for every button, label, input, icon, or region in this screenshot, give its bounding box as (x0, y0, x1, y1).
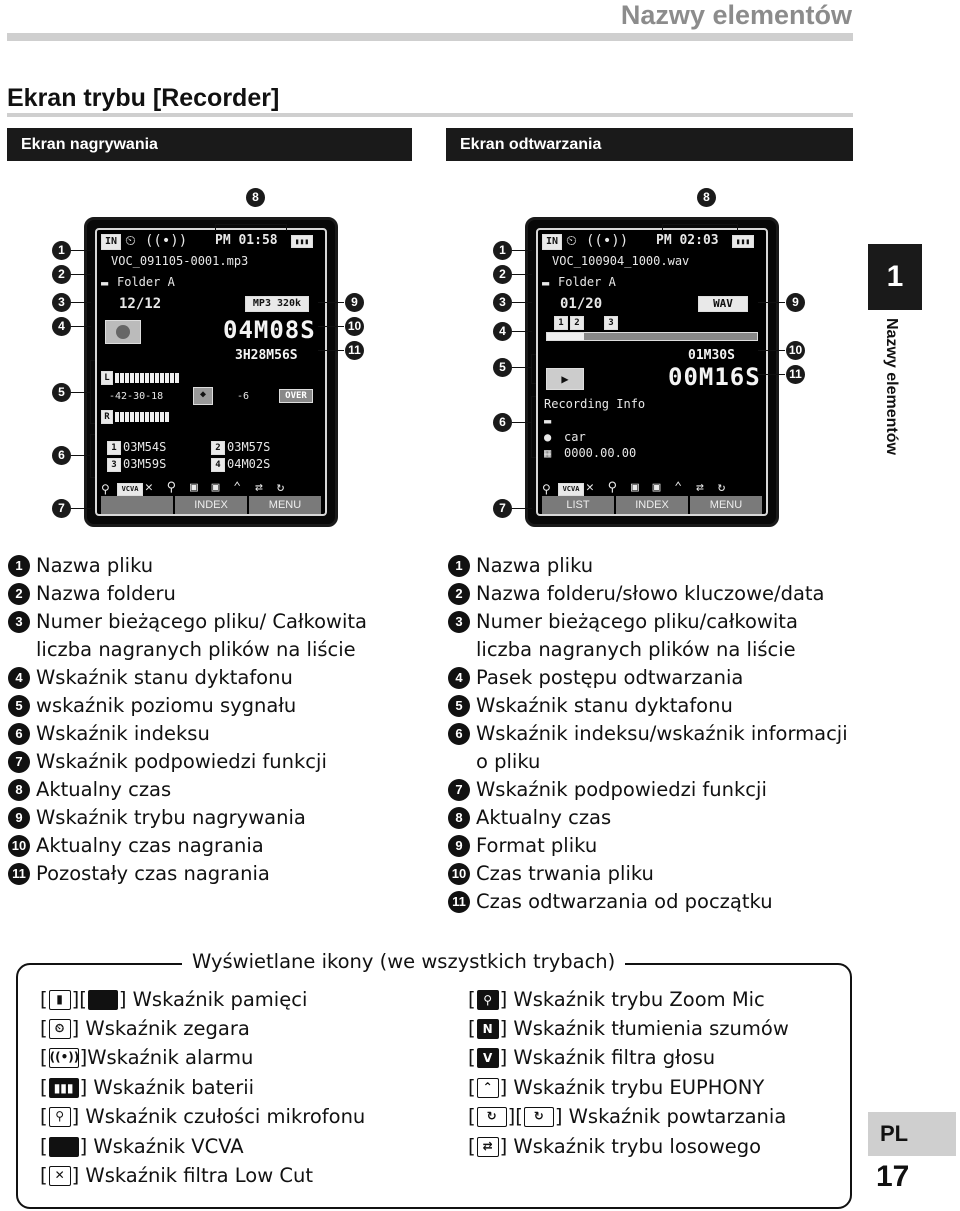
function-guide-icons: ✕ ⚲ ▣ ▣ ⌃ ⇄ ↻ (586, 480, 729, 495)
legend-lowcut: [ ✕ ] Wskaźnik filtra Low Cut (40, 1164, 313, 1187)
playback-softkeys (538, 496, 766, 514)
play-callout-11: 11 (786, 365, 805, 384)
keyword: car (564, 430, 586, 444)
rec-callout-8: 8 (246, 188, 265, 207)
rec-legend-item-4 (8, 664, 428, 692)
rec-lead-4 (71, 326, 91, 327)
function-icons-row: ⚲ (542, 482, 551, 496)
play-lead-9 (758, 302, 785, 303)
file-name: VOC_091105-0001.mp3 (111, 254, 249, 268)
legend-mic-text: Wskaźnik czułości mikrofonu (85, 1105, 366, 1128)
rec-legend-item-number: 1 (8, 555, 30, 577)
voice-filter-icon: V (477, 1048, 499, 1068)
rec-callout-6: 6 (52, 446, 71, 465)
rec-legend-item-text: Wskaźnik trybu nagrywania (36, 806, 306, 829)
index-3-time: 03M59S (123, 457, 167, 471)
rec-legend-item-text: Wskaźnik indeksu (36, 722, 210, 745)
memory-internal-icon: ▮ (49, 990, 71, 1010)
recording-screen-bar: Ekran nagrywania (7, 128, 412, 161)
clock-icon: ⏲ (125, 233, 136, 249)
chapter-tab: 1 (868, 244, 922, 310)
index-mark-3: 3 (604, 316, 618, 330)
memory-card-icon (88, 990, 118, 1010)
play-callout-10: 10 (786, 341, 805, 360)
legend-euphony: [ ⌃ ] Wskaźnik trybu EUPHONY (468, 1076, 765, 1099)
play-callout-7: 7 (493, 499, 512, 518)
rec-legend-item-number: 8 (8, 779, 30, 801)
rec-lead-2 (71, 274, 91, 275)
legend-battery-text: Wskaźnik baterii (93, 1076, 255, 1099)
index-3-number: 3 (107, 458, 121, 472)
softkey-index[interactable]: INDEX (175, 496, 247, 514)
function-icons-row: ⚲ (101, 482, 110, 496)
play-lead-6 (512, 422, 532, 423)
vcva-icon (49, 1137, 79, 1157)
play-bracket-6 (531, 396, 536, 458)
rec-legend-item-2 (8, 580, 428, 608)
alarm-icon: ((•)) (49, 1048, 79, 1068)
play-legend-item-number: 1 (448, 555, 470, 577)
euphony-icon: ⌃ (477, 1078, 499, 1098)
legend-noise-text: Wskaźnik tłumienia szumów (513, 1017, 789, 1040)
play-legend-item-number: 6 (448, 723, 470, 745)
file-count: 12/12 (119, 296, 162, 312)
elapsed-time: 04M08S (223, 316, 316, 344)
play-legend-item-text: Format pliku (476, 834, 598, 857)
rec-callout-1: 1 (52, 241, 71, 260)
rec-legend-item-text: Aktualny czas (36, 778, 172, 801)
legend-voice-filter: [ V ] Wskaźnik filtra głosu (468, 1046, 716, 1069)
playback-lcd-display (536, 228, 768, 516)
battery-icon: ▮▮▮ (732, 235, 754, 248)
rec-legend-item-number: 9 (8, 807, 30, 829)
play-legend-item-text: Wskaźnik indeksu/wskaźnik informacji o pliku (476, 722, 848, 773)
playback-progress-bar (546, 332, 758, 341)
meter-left-label: L (101, 371, 113, 385)
rec-legend-item-number: 3 (8, 611, 30, 633)
playback-position: 00M16S (668, 363, 761, 391)
index-mark-2: 2 (570, 316, 584, 330)
zoom-indicator: ◆ (193, 387, 213, 405)
keyword-icon: ● (544, 430, 552, 444)
rec-lead-9 (318, 302, 344, 303)
rec-legend-item-5 (8, 692, 428, 720)
noise-cancel-icon: N (477, 1019, 499, 1039)
play-legend-item-number: 9 (448, 835, 470, 857)
page-number: 17 (876, 1160, 910, 1193)
rec-legend-item-11 (8, 860, 428, 888)
legend-euphony-text: Wskaźnik trybu EUPHONY (513, 1076, 765, 1099)
play-callout-6: 6 (493, 413, 512, 432)
current-time: PM 02:03 (656, 233, 719, 248)
index-2-time: 03M57S (227, 440, 271, 454)
rec-bracket-5 (90, 360, 95, 424)
chapter-side-label: Nazwy elementów (883, 318, 900, 455)
legend-voice-text: Wskaźnik filtra głosu (513, 1046, 716, 1069)
legend-mic: [ ⚲ ] Wskaźnik czułości mikrofonu (40, 1105, 366, 1128)
play-callout-9: 9 (786, 293, 805, 312)
softkey-index[interactable]: INDEX (616, 496, 688, 514)
file-count: 01/20 (560, 296, 603, 312)
play-legend-item-text: Aktualny czas (476, 806, 612, 829)
clock-icon: ⏲ (49, 1019, 71, 1039)
play-legend-item-text: Nazwa folderu/słowo kluczowe/data (476, 582, 825, 605)
legend-noise: [ N ] Wskaźnik tłumienia szumów (468, 1017, 789, 1040)
level-meter-right (115, 412, 169, 422)
play-lead-4 (512, 331, 532, 332)
recording-lcd-display (95, 228, 327, 516)
play-lead-2 (512, 274, 532, 275)
record-status-icon (105, 320, 141, 344)
play-lead-7 (512, 508, 532, 509)
alarm-icon: ((•)) (145, 233, 188, 249)
rec-callout-9: 9 (345, 293, 364, 312)
rec-legend-item-number: 2 (8, 583, 30, 605)
rec-legend-item-text: Aktualny czas nagrania (36, 834, 264, 857)
rec-bracket-6 (90, 434, 95, 478)
repeat-one-icon: ↻ (524, 1107, 554, 1127)
rec-legend-item-number: 6 (8, 723, 30, 745)
rec-bracket-8 (215, 224, 287, 231)
index-mark-1: 1 (554, 316, 568, 330)
play-legend-item-text: Nazwa pliku (476, 554, 594, 577)
rec-legend-item-number: 5 (8, 695, 30, 717)
over-indicator: OVER (279, 389, 313, 403)
play-bracket-8 (662, 224, 738, 231)
playback-progress-fill (547, 333, 584, 340)
rec-legend-item-text: Nazwa pliku (36, 554, 154, 577)
softkey-menu[interactable]: MENU (690, 496, 762, 514)
rec-legend-item-1 (8, 552, 428, 580)
rec-lead-1 (71, 250, 91, 251)
play-legend-item-5 (448, 692, 858, 720)
page-header-title: Nazwy elementów (620, 0, 852, 30)
play-legend-item-number: 10 (448, 863, 470, 885)
play-legend-item-text: Pasek postępu odtwarzania (476, 666, 744, 689)
rec-callout-7: 7 (52, 499, 71, 518)
rec-lead-6 (71, 455, 91, 456)
file-length: 01M30S (688, 348, 735, 363)
rec-lead-5 (71, 392, 91, 393)
info-folder-icon: ▬ (544, 414, 552, 428)
rec-legend-item-7 (8, 748, 428, 776)
playback-screen-bar: Ekran odtwarzania (446, 128, 853, 161)
rec-legend-item-text: Pozostały czas nagrania (36, 862, 270, 885)
folder-name: Folder A (558, 275, 616, 289)
play-bracket-5 (531, 354, 536, 384)
play-legend-item-number: 8 (448, 807, 470, 829)
play-legend-item-8 (448, 804, 858, 832)
clock-icon: ⏲ (566, 233, 577, 249)
folder-name: Folder A (117, 275, 175, 289)
play-lead-3 (512, 302, 532, 303)
rec-callout-3: 3 (52, 293, 71, 312)
rec-legend-item-9 (8, 804, 428, 832)
section-rule (7, 113, 853, 117)
index-4-time: 04M02S (227, 457, 271, 471)
record-mode: MP3 320k (245, 296, 309, 312)
function-guide-icons: ✕ ⚲ ▣ ▣ ⌃ ⇄ ↻ (145, 480, 288, 495)
play-lead-11 (758, 374, 785, 375)
softkey-left[interactable] (101, 496, 173, 514)
play-legend-item-text: Wskaźnik podpowiedzi funkcji (476, 778, 767, 801)
rec-callout-10: 10 (345, 317, 364, 336)
vcva-icon: VCVA (117, 483, 143, 496)
legend-shuffle-text: Wskaźnik trybu losowego (513, 1135, 762, 1158)
level-meter-left (115, 373, 179, 383)
legend-zoom-text: Wskaźnik trybu Zoom Mic (513, 988, 765, 1011)
play-lead-5 (512, 367, 532, 368)
play-callout-5: 5 (493, 358, 512, 377)
in-memory-icon: IN (542, 234, 562, 250)
recording-lcd (84, 217, 338, 527)
rec-callout-11: 11 (345, 341, 364, 360)
play-legend-item-number: 4 (448, 667, 470, 689)
softkey-list[interactable]: LIST (542, 496, 614, 514)
rec-callout-5: 5 (52, 383, 71, 402)
play-lead-10 (758, 350, 785, 351)
legend-zoom-mic: [ ⚲ ] Wskaźnik trybu Zoom Mic (468, 988, 765, 1011)
current-time: PM 01:58 (215, 233, 278, 248)
legend-alarm-text: Wskaźnik alarmu (87, 1046, 254, 1069)
low-cut-icon: ✕ (49, 1166, 71, 1186)
legend-alarm: [ ((•)) ] Wskaźnik alarmu (40, 1046, 254, 1069)
play-legend-item-1 (448, 552, 858, 580)
play-legend-item-2 (448, 580, 858, 608)
rec-lead-7 (71, 508, 91, 509)
icons-legend-title: Wyświetlane ikony (we wszystkich trybach) (182, 950, 625, 973)
rec-lead-11 (318, 350, 344, 351)
play-status-icon: ▶ (546, 368, 584, 390)
play-legend-item-text: Wskaźnik stanu dyktafonu (476, 694, 733, 717)
rec-callout-2: 2 (52, 265, 71, 284)
play-legend-item-3 (448, 608, 858, 664)
rec-legend-item-text: Wskaźnik stanu dyktafonu (36, 666, 293, 689)
header-rule (7, 33, 853, 41)
recording-softkeys (97, 496, 325, 514)
index-1-time: 03M54S (123, 440, 167, 454)
mic-sensitivity-icon: ⚲ (49, 1107, 71, 1127)
play-legend-item-number: 5 (448, 695, 470, 717)
legend-memory-text: Wskaźnik pamięci (132, 988, 308, 1011)
rec-legend-item-10 (8, 832, 428, 860)
alarm-icon: ((•)) (586, 233, 629, 249)
rec-legend-item-6 (8, 720, 428, 748)
index-1-number: 1 (107, 441, 121, 455)
shuffle-icon: ⇄ (477, 1137, 499, 1157)
play-legend-item-text: Czas trwania pliku (476, 862, 654, 885)
file-name: VOC_100904_1000.wav (552, 254, 690, 268)
play-legend-item-number: 3 (448, 611, 470, 633)
zoom-mic-icon: ⚲ (477, 990, 499, 1010)
recording-info-title: Recording Info (544, 397, 646, 411)
folder-icon: ▬ (542, 276, 550, 290)
play-callout-4: 4 (493, 322, 512, 341)
play-legend-item-10 (448, 860, 858, 888)
legend-clock: [ ⏲ ] Wskaźnik zegara (40, 1017, 250, 1040)
rec-legend-item-number: 10 (8, 835, 30, 857)
rec-legend-item-text: Wskaźnik podpowiedzi funkcji (36, 750, 327, 773)
repeat-all-icon: ↻ (477, 1107, 507, 1127)
legend-memory: [ ▮ ][ ] Wskaźnik pamięci (40, 988, 308, 1011)
legend-shuffle: [ ⇄ ] Wskaźnik trybu losowego (468, 1135, 762, 1158)
play-legend-item-11 (448, 888, 858, 916)
rec-lead-10 (318, 326, 344, 327)
rec-legend-item-number: 4 (8, 667, 30, 689)
rec-legend-item-number: 7 (8, 751, 30, 773)
play-callout-3: 3 (493, 293, 512, 312)
play-legend-item-number: 2 (448, 583, 470, 605)
legend-clock-text: Wskaźnik zegara (85, 1017, 250, 1040)
index-4-number: 4 (211, 458, 225, 472)
legend-vcva: [ ] Wskaźnik VCVA (40, 1135, 244, 1158)
legend-lowcut-text: Wskaźnik filtra Low Cut (85, 1164, 313, 1187)
rec-legend-item-number: 11 (8, 863, 30, 885)
play-legend-item-text: Czas odtwarzania od początku (476, 890, 773, 913)
recording-legend (8, 552, 428, 888)
language-tab: PL (868, 1112, 956, 1156)
battery-icon: ▮▮▮ (291, 235, 313, 248)
remaining-time: 3H28M56S (235, 348, 298, 363)
index-2-number: 2 (211, 441, 225, 455)
play-lead-1 (512, 250, 532, 251)
legend-vcva-text: Wskaźnik VCVA (93, 1135, 244, 1158)
rec-legend-item-text: Numer bieżącego pliku/ Całkowita liczba nagranych plików na liście (36, 610, 367, 661)
play-legend-item-9 (448, 832, 858, 860)
playback-legend (448, 552, 858, 916)
rec-legend-item-8 (8, 776, 428, 804)
legend-repeat: [ ↻ ][ ↻ ] Wskaźnik powtarzania (468, 1105, 787, 1128)
play-legend-item-7 (448, 776, 858, 804)
meter-right-label: R (101, 410, 113, 424)
play-callout-2: 2 (493, 265, 512, 284)
rec-legend-item-text: Nazwa folderu (36, 582, 176, 605)
play-legend-item-4 (448, 664, 858, 692)
in-memory-icon: IN (101, 234, 121, 250)
legend-battery: [ ▮▮▮ ] Wskaźnik baterii (40, 1076, 255, 1099)
vcva-icon: VCVA (558, 483, 584, 496)
play-legend-item-number: 7 (448, 779, 470, 801)
meter-scale: -42-30-18 (109, 391, 164, 402)
play-callout-8: 8 (697, 188, 716, 207)
rec-lead-3 (71, 302, 91, 303)
play-legend-item-6 (448, 720, 858, 776)
play-legend-item-text: Numer bieżącego pliku/całkowita liczba nagranych plików na liście (476, 610, 798, 661)
date-icon: ▦ (544, 446, 552, 460)
play-callout-1: 1 (493, 241, 512, 260)
recording-date: 0000.00.00 (564, 446, 637, 460)
section-title: Ekran trybu [Recorder] (7, 84, 280, 112)
folder-icon: ▬ (101, 276, 109, 290)
file-format: WAV (698, 296, 748, 312)
rec-legend-item-text: wskaźnik poziomu sygnału (36, 694, 297, 717)
legend-repeat-text: Wskaźnik powtarzania (568, 1105, 787, 1128)
meter-scale-zoom: -6 (237, 391, 250, 402)
rec-legend-item-3 (8, 608, 428, 664)
battery-icon: ▮▮▮ (49, 1078, 79, 1098)
playback-lcd (525, 217, 779, 527)
softkey-menu[interactable]: MENU (249, 496, 321, 514)
play-legend-item-number: 11 (448, 891, 470, 913)
rec-callout-4: 4 (52, 317, 71, 336)
